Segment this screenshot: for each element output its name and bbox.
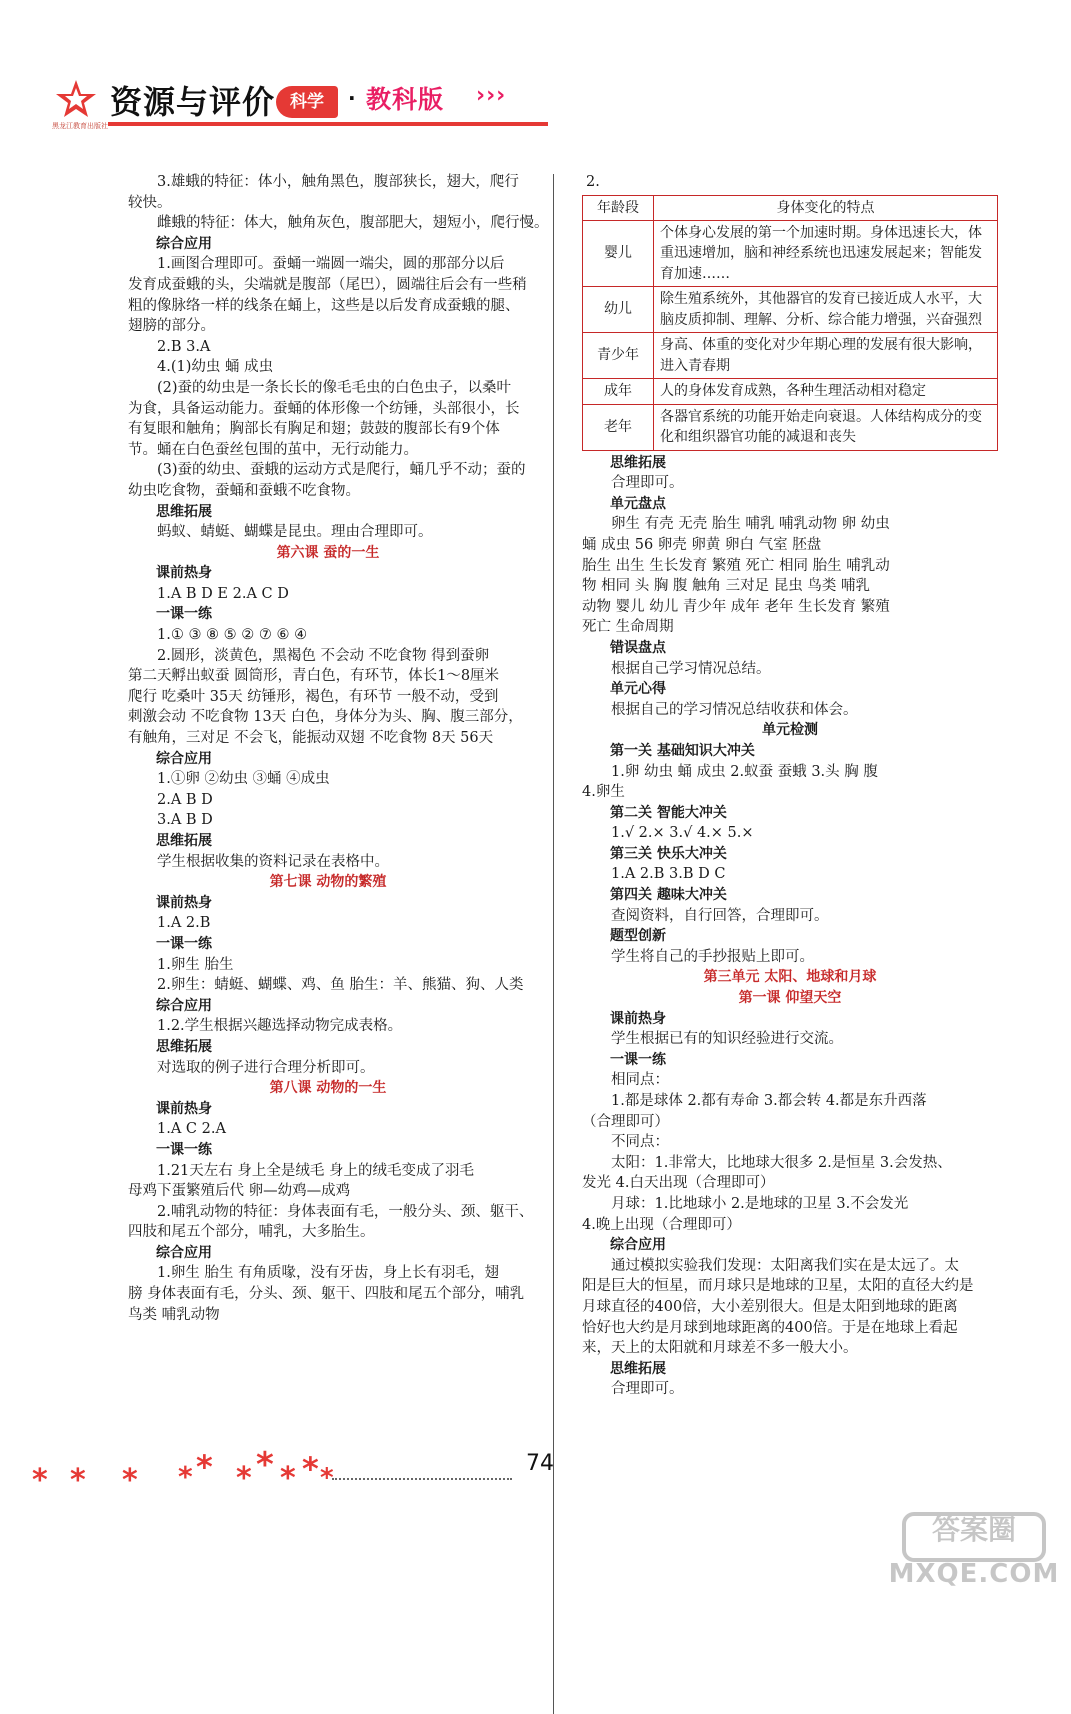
answer-line: 发育成蚕蛾的头，尖端就是腹部（尾巴），圆端往后会有一些稍 — [128, 276, 527, 293]
answer-line: 为食，具备运动能力。蚕蛹的体形像一个纺锤，头部很小，长 — [128, 400, 520, 417]
section-heading: 题型创新 — [610, 928, 666, 945]
answer-line: 2.A B D — [157, 791, 213, 808]
table-header-row — [583, 195, 998, 220]
answer-line: 合理即可。 — [611, 1381, 684, 1398]
section-heading: 单元盘点 — [610, 495, 666, 512]
watermark-top-text: 答案圈 — [931, 1513, 1016, 1546]
age-cell: 老年 — [583, 404, 654, 450]
answer-line: 有复眼和触角；胸部长有胸足和翅；鼓鼓的腹部长有9个体 — [128, 421, 500, 438]
svg-text:*: * — [196, 1448, 213, 1486]
answer-line: 动物 婴儿 幼儿 青少年 成年 老年 生长发育 繁殖 — [582, 598, 890, 615]
chevrons-icon: ››› — [476, 83, 507, 108]
answer-line: 1.A 2.B 3.B D C — [611, 866, 726, 883]
answer-line: 1.都是球体 2.都有寿命 3.都会转 4.都是东升西落 — [611, 1093, 927, 1109]
logo-caption: 黑龙江教育出版社 — [52, 122, 108, 130]
answer-line: 1.21天左右 身上全是绒毛 身上的绒毛变成了羽毛 — [157, 1162, 475, 1179]
table-row — [583, 379, 998, 405]
header-rule — [108, 122, 548, 126]
answer-line: 鸟类 哺乳动物 — [128, 1306, 220, 1323]
answer-line: 翅膀的部分。 — [128, 318, 215, 335]
age-cell: 幼儿 — [583, 287, 654, 333]
answer-line: 1.画图合理即可。蚕蛹一端圆一端尖，圆的那部分以后 — [157, 256, 505, 273]
answer-line: 爬行 吃桑叶 35天 纺锤形，褐色，有环节 一般不动，受到 — [128, 688, 499, 705]
desc-cell: 个体身心发展的第一个加速时期。身体迅速长大，体重迅速增加，脑和神经系统也迅速发展起来；智能发育加速…… — [654, 220, 998, 287]
answer-line: 母鸡下蛋繁殖后代 卵—幼鸡—成鸡 — [128, 1183, 351, 1200]
answer-line: 阳是巨大的恒星，而月球只是地球的卫星，太阳的直径大约是 — [582, 1278, 974, 1295]
answer-line: 根据自己的学习情况总结收获和体会。 — [611, 701, 858, 718]
answer-line: 蛹 成虫 56 卵壳 卵黄 卵白 气室 胚盘 — [582, 536, 822, 553]
table-label: 2. — [586, 174, 600, 190]
answer-line: 月球直径的400倍，大小差别很大。但是太阳到地球的距离 — [582, 1298, 958, 1315]
section-heading: 综合应用 — [156, 235, 212, 252]
section-heading: 课前热身 — [156, 1100, 212, 1117]
section-heading: 一课一练 — [156, 935, 212, 952]
svg-text:*: * — [122, 1463, 138, 1498]
answer-line: 有触角，三对足 不会飞，能振动双翅 不吃食物 8天 56天 — [128, 730, 494, 747]
section-heading: 综合应用 — [156, 1244, 212, 1261]
page-header — [52, 76, 552, 136]
table-row — [583, 220, 998, 287]
section-heading: 思维拓展 — [610, 454, 666, 471]
table-row — [583, 333, 998, 379]
title-separator: · — [348, 86, 356, 110]
desc-cell: 除生殖系统外，其他器官的发育已接近成人水平，大脑皮质抑制、理解、分析、综合能力增强，兴奋强烈 — [654, 287, 998, 333]
section-heading: 第三关 快乐大冲关 — [610, 845, 727, 862]
answer-line: 蚂蚁、蜻蜓、蝴蝶是昆虫。理由合理即可。 — [157, 524, 433, 541]
section-heading: 第一关 基础知识大冲关 — [610, 742, 755, 759]
answer-line: 第二天孵出蚁蚕 圆筒形，青白色，有环节，体长1～8厘米 — [128, 668, 500, 685]
decorative-stars-icon — [30, 1445, 334, 1502]
answer-line: 2.B 3.A — [157, 338, 211, 355]
section-heading: 第四关 趣味大冲关 — [610, 887, 727, 904]
lesson-title: 第六课 蚕的一生 — [276, 544, 380, 561]
answer-line: 4.晚上出现（合理即可） — [582, 1216, 741, 1233]
svg-text:*: * — [236, 1461, 252, 1496]
answer-line: 死亡 生命周期 — [582, 619, 674, 636]
desc-cell: 身高、体重的变化对少年期心理的发展有很大影响，进入青春期 — [654, 333, 998, 379]
svg-text:*: * — [32, 1463, 48, 1498]
desc-cell: 人的身体发育成熟，各种生理活动相对稳定 — [654, 379, 998, 405]
answer-line: 胎生 出生 生长发育 繁殖 死亡 相同 胎生 哺乳动 — [582, 557, 890, 574]
answer-line: 1.2.学生根据兴趣选择动物完成表格。 — [157, 1018, 403, 1035]
answer-line: 雌蛾的特征：体大，触角灰色，腹部肥大，翅短小，爬行慢。 — [157, 215, 549, 232]
section-heading: 课前热身 — [156, 894, 212, 911]
left-column — [128, 172, 549, 1325]
age-cell: 成年 — [583, 379, 654, 405]
answer-line: 1.A B D E 2.A C D — [157, 585, 289, 602]
answer-line: (3)蚕的幼虫、蚕蛾的运动方式是爬行，蛹几乎不动；蚕的 — [157, 462, 526, 479]
section-heading: 综合应用 — [156, 997, 212, 1014]
section-heading: 思维拓展 — [156, 833, 212, 849]
dotted-leader — [332, 1478, 512, 1480]
section-heading: 思维拓展 — [610, 1360, 666, 1377]
growth-table — [582, 195, 998, 451]
answer-line: 1.卵生 胎生 有角质喙，没有牙齿，身上长有羽毛，翅 — [157, 1265, 500, 1282]
answer-line: 通过模拟实验我们发现：太阳离我们实在是太远了。太 — [611, 1257, 959, 1274]
answer-line: 1.A 2.B — [157, 915, 211, 932]
answer-line: 1.A C 2.A — [157, 1121, 226, 1138]
answer-line: 合理即可。 — [611, 475, 684, 492]
section-heading: 一课一练 — [156, 1141, 212, 1158]
answer-line: 1.√ 2.× 3.√ 4.× 5.× — [611, 825, 754, 842]
answer-line: 1.卵生 胎生 — [157, 956, 234, 973]
watermark — [884, 1508, 1064, 1598]
section-heading: 课前热身 — [610, 1010, 666, 1027]
answer-line: 3.雄蛾的特征：体小，触角黑色，腹部狭长，翅大，爬行 — [157, 174, 519, 190]
answer-line: 来，天上的太阳就和月球差不多一般大小。 — [582, 1340, 858, 1357]
answer-line: 物 相同 头 胸 腹 触角 三对足 昆虫 鸟类 哺乳 — [582, 578, 870, 595]
answer-line: 四肢和尾五个部分，哺乳，大多胎生。 — [128, 1224, 375, 1241]
table-row — [583, 404, 998, 450]
age-cell: 婴儿 — [583, 220, 654, 287]
answer-line: 刺激会动 不吃食物 13天 白色，身体分为头、胸、腹三部分， — [128, 709, 523, 726]
watermark-text: MXQE.COM — [888, 1559, 1060, 1589]
answer-line: 不同点： — [611, 1134, 669, 1151]
lesson-title: 第七课 动物的繁殖 — [269, 874, 387, 891]
answer-line: 较快。 — [128, 194, 172, 211]
section-heading: 错误盘点 — [610, 639, 666, 656]
answer-line: 对选取的例子进行合理分析即可。 — [157, 1059, 375, 1076]
answer-line: （合理即可） — [582, 1113, 669, 1130]
section-heading: 第二关 智能大冲关 — [610, 804, 727, 821]
right-column — [582, 172, 998, 1400]
answer-line: 4.(1)幼虫 蛹 成虫 — [157, 359, 274, 376]
section-heading: 一课一练 — [610, 1051, 666, 1068]
table-row — [583, 287, 998, 333]
table-header-desc: 身体变化的特点 — [654, 195, 998, 220]
answer-line: 卵生 有壳 无壳 胎生 哺乳 哺乳动物 卵 幼虫 — [611, 516, 890, 533]
answer-line: 2.哺乳动物的特征：身体表面有毛，一般分头、颈、躯干、 — [157, 1203, 534, 1220]
answer-line: 1.①卵 ②幼虫 ③蛹 ④成虫 — [157, 771, 330, 788]
answer-line: 1.卵 幼虫 蛹 成虫 2.蚁蚕 蚕蛾 3.头 胸 腹 — [611, 763, 878, 780]
answer-line: 粗的像脉络一样的线条在蛹上，这些是以后发育成蚕蛾的腿、 — [128, 297, 520, 314]
answer-line: 幼虫吃食物，蚕蛹和蚕蛾不吃食物。 — [128, 482, 360, 499]
subject-badge: 科学 — [276, 86, 338, 118]
answer-line: 节。蛹在白色蚕丝包围的茧中，无行动能力。 — [128, 441, 418, 458]
edition-label: 教科版 — [366, 85, 445, 114]
lesson-title: 第八课 动物的一生 — [269, 1080, 387, 1097]
section-heading: 综合应用 — [156, 750, 212, 767]
lesson-title: 第三单元 太阳、地球和月球 — [703, 969, 877, 986]
answer-line: 膀 身体表面有毛，分头、颈、躯干、四肢和尾五个部分，哺乳 — [128, 1286, 525, 1303]
table-header-age: 年龄段 — [583, 195, 654, 220]
answer-line: 月球：1.比地球小 2.是地球的卫星 3.不会发光 — [611, 1195, 909, 1212]
section-heading: 课前热身 — [156, 565, 212, 582]
age-cell: 青少年 — [583, 333, 654, 379]
answer-line: 恰好也大约是月球到地球距离的400倍。于是在地球上看起 — [582, 1319, 958, 1336]
answer-line: 根据自己学习情况总结。 — [611, 660, 771, 677]
answer-line: 相同点： — [611, 1072, 669, 1089]
answer-line: 太阳：1.非常大，比地球大很多 2.是恒星 3.会发热、 — [611, 1154, 952, 1171]
desc-cell: 各器官系统的功能开始走向衰退。人体结构成分的变化和组织器官功能的减退和丧失 — [654, 404, 998, 450]
answer-line: 2.卵生：蜻蜓、蝴蝶、鸡、鱼 胎生：羊、熊猫、狗、人类 — [157, 977, 524, 994]
answer-line: 1.① ③ ⑧ ⑤ ② ⑦ ⑥ ④ — [157, 627, 308, 644]
section-heading: 思维拓展 — [156, 1038, 212, 1055]
unit-test-title: 单元检测 — [762, 722, 818, 739]
answer-line: 学生将自己的手抄报贴上即可。 — [611, 948, 814, 965]
answer-line: 2.圆形，淡黄色，黑褐色 不会动 不吃食物 得到蚕卵 — [157, 647, 490, 664]
svg-text:*: * — [302, 1450, 319, 1488]
answer-line: 发光 4.白天出现（合理即可） — [582, 1175, 775, 1192]
page-number: 74 — [526, 1451, 554, 1476]
section-heading: 一课一练 — [156, 606, 212, 623]
answer-line: 3.A B D — [157, 812, 213, 829]
section-heading: 思维拓展 — [156, 503, 212, 520]
answer-line: (2)蚕的幼虫是一条长长的像毛毛虫的白色虫子，以桑叶 — [157, 379, 512, 396]
column-divider — [553, 174, 554, 1714]
answer-line: 4.卵生 — [582, 784, 625, 801]
svg-text:*: * — [178, 1460, 193, 1493]
series-title: 资源与评价 — [110, 83, 276, 121]
svg-text:*: * — [256, 1445, 274, 1485]
answer-line: 学生根据已有的知识经验进行交流。 — [611, 1031, 843, 1048]
svg-text:*: * — [70, 1463, 86, 1498]
answer-line: 查阅资料，自行回答，合理即可。 — [611, 907, 829, 924]
section-heading: 综合应用 — [610, 1237, 666, 1254]
svg-text:*: * — [320, 1463, 334, 1493]
answer-line: 学生根据收集的资料记录在表格中。 — [157, 853, 389, 870]
lesson-title: 第一课 仰望天空 — [738, 990, 842, 1007]
svg-text:*: * — [280, 1461, 296, 1496]
section-heading: 单元心得 — [610, 681, 666, 698]
